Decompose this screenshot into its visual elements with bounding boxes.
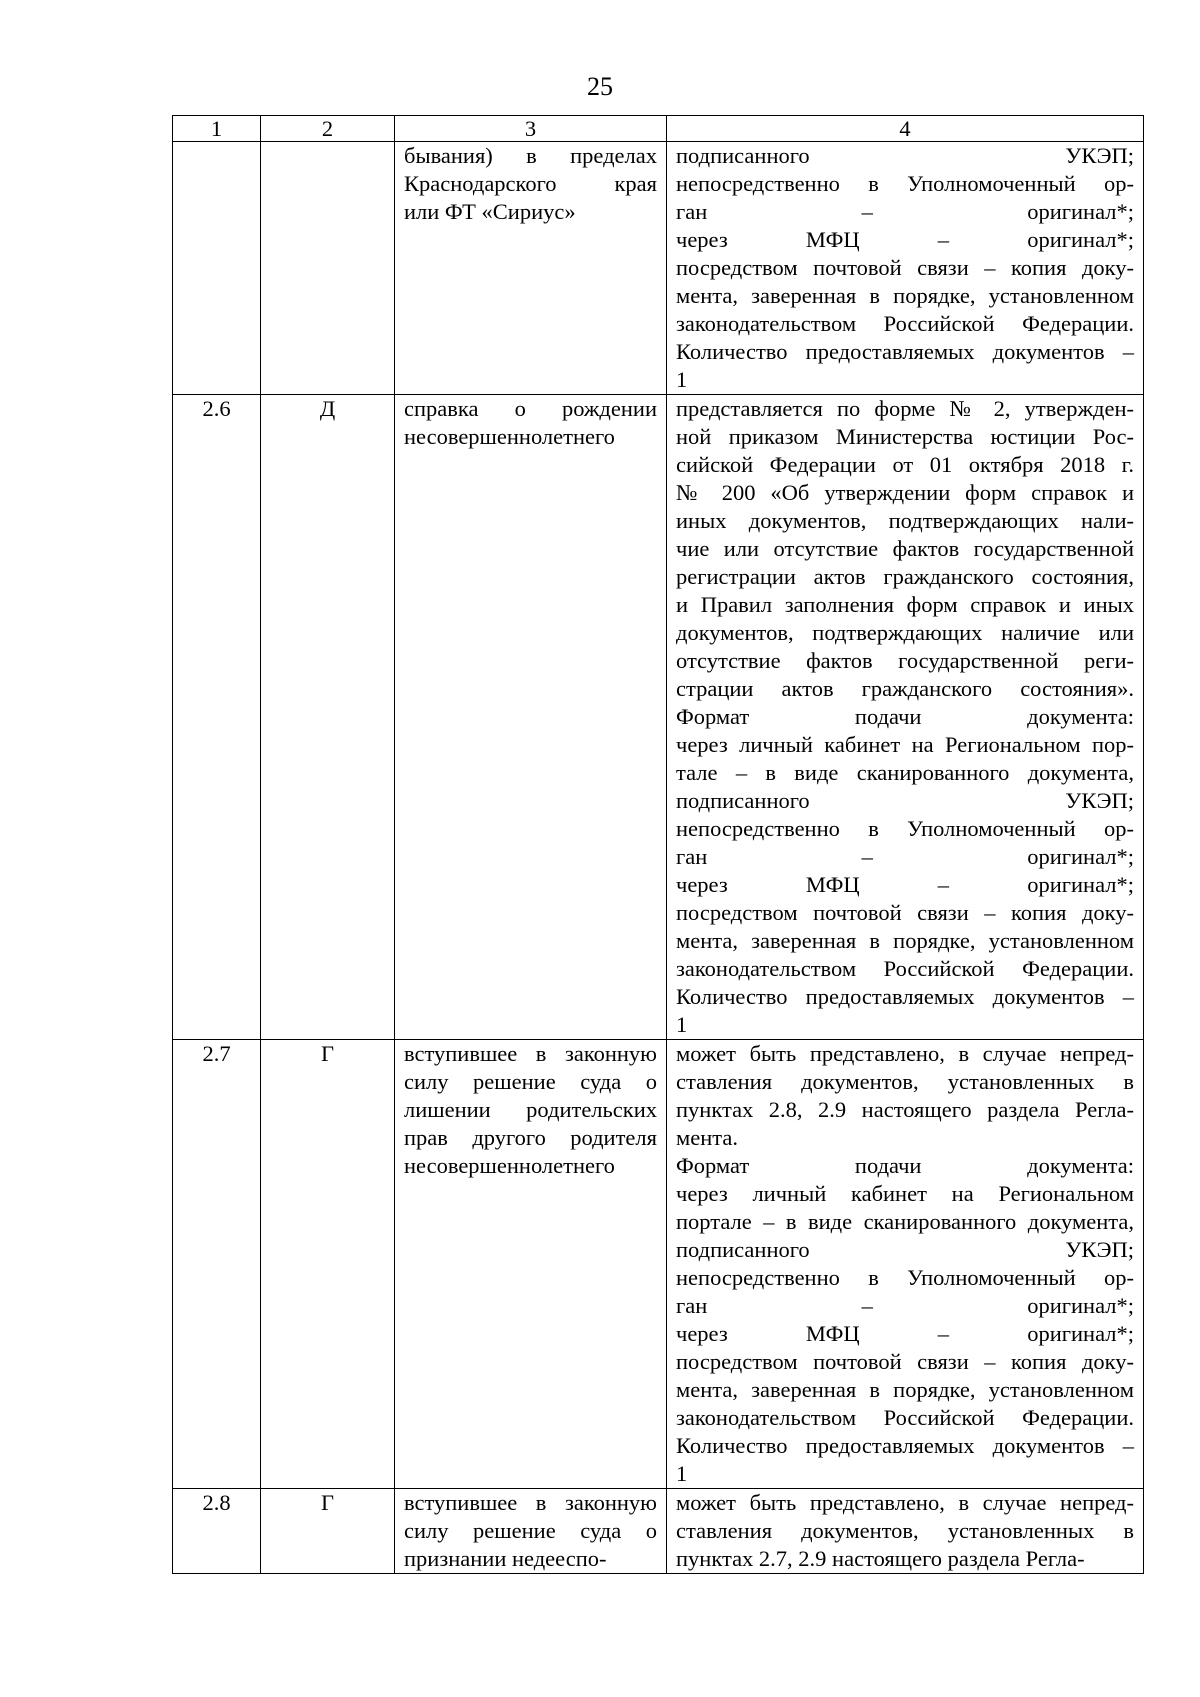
document-name-cell: [395, 395, 667, 1040]
text-line: через личный кабинет на Региональном пор-: [676, 732, 1134, 757]
item-number-cell: [173, 142, 261, 395]
document-requirements-cell: [667, 142, 1144, 395]
text-line: ставления документов, установленных в: [676, 1069, 1134, 1094]
text-line: справка о рождении: [404, 396, 657, 421]
text-line: страции актов гражданского состояния».: [676, 676, 1134, 701]
column-number-3: 3: [395, 116, 667, 142]
document-name-cell: [395, 1040, 667, 1489]
text-line: пунктах 2.8, 2.9 настоящего раздела Регла-: [676, 1097, 1134, 1122]
text-line: лишении родительских: [404, 1097, 657, 1122]
text-line: мента, заверенная в порядке, установленном: [676, 283, 1134, 308]
column-number-2: 2: [261, 116, 395, 142]
text-line: силу решение суда о: [404, 1069, 657, 1094]
text-line: Количество предоставляемых документов –: [676, 984, 1134, 1009]
text-line: мента, заверенная в порядке, установленном: [676, 928, 1134, 953]
category-code-cell: Д: [261, 395, 395, 1040]
column-number-4: 4: [667, 116, 1144, 142]
category-code-cell: [261, 142, 395, 395]
text-line: № 200 «Об утверждении форм справок и: [676, 480, 1134, 505]
text-line: подписанного УКЭП;: [676, 788, 1134, 813]
text-line: Количество предоставляемых документов –: [676, 339, 1134, 364]
text-line: прав другого родителя: [404, 1125, 657, 1150]
document-requirements-cell: [667, 395, 1144, 1040]
column-number-1: 1: [173, 116, 261, 142]
text-line: законодательством Российской Федерации.: [676, 956, 1134, 981]
document-table: [172, 115, 1144, 1574]
text-line: вступившее в законную: [404, 1490, 657, 1515]
category-code-cell: Г: [261, 1489, 395, 1574]
text-line: Формат подачи документа:: [676, 704, 1134, 729]
text-line: Количество предоставляемых документов –: [676, 1433, 1134, 1458]
table-row: [173, 1489, 1144, 1574]
text-line: отсутствие фактов государственной реги-: [676, 648, 1134, 673]
table-row: [173, 142, 1144, 395]
text-line: может быть представлено, в случае непред-: [676, 1041, 1134, 1066]
text-line: Краснодарского края: [404, 171, 657, 196]
text-line: пунктах 2.7, 2.9 настоящего раздела Регла-: [676, 1546, 1085, 1571]
table-row: [173, 395, 1144, 1040]
text-line: ной приказом Министерства юстиции Рос-: [676, 424, 1134, 449]
text-line: ставления документов, установленных в: [676, 1518, 1134, 1543]
text-line: 1: [676, 1012, 688, 1037]
text-line: несовершеннолетнего: [404, 424, 615, 449]
text-line: законодательством Российской Федерации.: [676, 311, 1134, 336]
table-row: [173, 1040, 1144, 1489]
text-line: непосредственно в Уполномоченный ор-: [676, 816, 1134, 841]
text-line: портале – в виде сканированного документа,: [676, 1209, 1134, 1234]
item-number-cell: 2.8: [173, 1489, 261, 1574]
text-line: посредством почтовой связи – копия доку-: [676, 900, 1134, 925]
document-name-cell: [395, 142, 667, 395]
document-name-cell: [395, 1489, 667, 1574]
text-line: мента, заверенная в порядке, установленном: [676, 1377, 1134, 1402]
text-line: через личный кабинет на Региональном: [676, 1181, 1134, 1206]
text-line: посредством почтовой связи – копия доку-: [676, 1349, 1134, 1374]
text-line: или ФТ «Сириус»: [404, 199, 576, 224]
text-line: представляется по форме № 2, утвержден-: [676, 396, 1134, 421]
text-line: иных документов, подтверждающих нали-: [676, 508, 1134, 533]
document-requirements-cell: [667, 1489, 1144, 1574]
text-line: может быть представлено, в случае непред-: [676, 1490, 1134, 1515]
table-body: [173, 116, 1144, 1574]
column-number-row: [173, 116, 1144, 142]
document-requirements-cell: [667, 1040, 1144, 1489]
text-line: регистрации актов гражданского состояния,: [676, 564, 1134, 589]
text-line: Формат подачи документа:: [676, 1153, 1134, 1178]
text-line: тале – в виде сканированного документа,: [676, 760, 1134, 785]
text-line: через МФЦ – оригинал*;: [676, 227, 1134, 252]
text-line: непосредственно в Уполномоченный ор-: [676, 171, 1134, 196]
text-line: чие или отсутствие фактов государственной: [676, 536, 1134, 561]
text-line: вступившее в законную: [404, 1041, 657, 1066]
page-number: 25: [587, 72, 613, 101]
text-line: через МФЦ – оригинал*;: [676, 872, 1134, 897]
text-line: ган – оригинал*;: [676, 199, 1134, 224]
text-line: документов, подтверждающих наличие или: [676, 620, 1134, 645]
text-line: сийской Федерации от 01 октября 2018 г.: [676, 452, 1134, 477]
text-line: 1: [676, 367, 688, 392]
text-line: силу решение суда о: [404, 1518, 657, 1543]
text-line: 1: [676, 1461, 688, 1486]
text-line: признании недееспо-: [404, 1546, 607, 1571]
text-line: непосредственно в Уполномоченный ор-: [676, 1265, 1134, 1290]
text-line: ган – оригинал*;: [676, 1293, 1134, 1318]
item-number-cell: 2.6: [173, 395, 261, 1040]
text-line: подписанного УКЭП;: [676, 143, 1134, 168]
text-line: подписанного УКЭП;: [676, 1237, 1134, 1262]
text-line: ган – оригинал*;: [676, 844, 1134, 869]
item-number-cell: 2.7: [173, 1040, 261, 1489]
text-line: мента.: [676, 1125, 738, 1150]
text-line: бывания) в пределах: [404, 143, 657, 168]
text-line: законодательством Российской Федерации.: [676, 1405, 1134, 1430]
text-line: через МФЦ – оригинал*;: [676, 1321, 1134, 1346]
category-code-cell: Г: [261, 1040, 395, 1489]
text-line: и Правил заполнения форм справок и иных: [676, 592, 1134, 617]
text-line: несовершеннолетнего: [404, 1153, 615, 1178]
text-line: посредством почтовой связи – копия доку-: [676, 255, 1134, 280]
